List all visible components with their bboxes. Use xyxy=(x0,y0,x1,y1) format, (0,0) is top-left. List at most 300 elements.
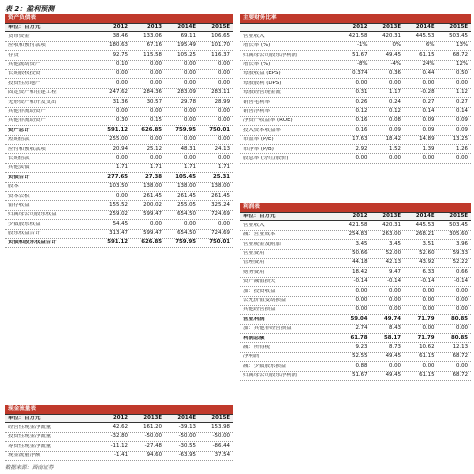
row-label: 每股股利 (DPS) xyxy=(243,80,282,86)
table-cell: 0.00 xyxy=(422,362,435,369)
column-header: 2014E xyxy=(415,23,435,30)
table-cell: 25.31 xyxy=(212,173,230,180)
table-cell: -50.00 xyxy=(178,433,196,440)
table-cell: 0.00 xyxy=(217,61,230,68)
table-row xyxy=(240,42,471,51)
panel-header: 现金流量表 xyxy=(5,405,233,414)
table-cell: 24.13 xyxy=(214,145,230,152)
table-cell: 0.00 xyxy=(422,325,435,332)
row-label: 减：所得税 xyxy=(243,344,270,350)
table-cell: 3.45 xyxy=(355,240,368,247)
column-header: 2015E xyxy=(449,23,468,30)
table-cell: 654.50 xyxy=(177,230,196,237)
table-row xyxy=(5,136,233,145)
table-cell: 49.45 xyxy=(385,51,401,58)
table-row xyxy=(5,51,233,60)
row-label: 利润总额 xyxy=(243,335,265,341)
table-row xyxy=(5,154,233,163)
column-header: 2012 xyxy=(112,414,128,421)
table-cell: -8% xyxy=(357,61,368,68)
table-cell: 261.45 xyxy=(211,192,230,199)
table-cell: 0.00 xyxy=(422,79,435,86)
table-cell: 0.00 xyxy=(183,70,196,77)
table-cell: 0.00 xyxy=(455,297,468,303)
table-cell: 42.13 xyxy=(385,259,401,266)
table-cell: 103.50 xyxy=(109,183,128,190)
table-cell: -0.14 xyxy=(454,278,468,285)
row-label: 市净率 (P/B) xyxy=(243,146,274,152)
column-header-row xyxy=(5,414,233,423)
column-header: 2012 xyxy=(352,23,368,30)
table-cell: 263.00 xyxy=(382,231,401,238)
table-cell: 0.00 xyxy=(355,306,368,313)
table-cell: 599.47 xyxy=(143,211,162,218)
table-cell: 30.57 xyxy=(146,98,162,105)
table-row xyxy=(5,239,233,248)
table-cell: 61.15 xyxy=(419,353,435,360)
table-cell: 0.00 xyxy=(217,117,230,124)
table-cell: 0.44 xyxy=(422,70,435,77)
table-cell: 17.63 xyxy=(352,136,368,143)
column-header: 2013E xyxy=(143,414,162,421)
table-cell: 284.36 xyxy=(143,89,162,96)
table-cell: 0.27 xyxy=(422,98,435,105)
table-cell: 0.09 xyxy=(455,117,468,124)
table-cell: 37.54 xyxy=(214,452,230,459)
balance-sheet-panel xyxy=(5,14,233,248)
table-cell: 0.16 xyxy=(355,126,368,133)
table-cell: 42.62 xyxy=(112,423,128,430)
table-cell: 155.52 xyxy=(109,201,128,208)
table-cell: 54.45 xyxy=(112,220,128,227)
table-cell: 58.17 xyxy=(383,334,401,341)
table-cell: 2.92 xyxy=(355,145,368,152)
cashflow-panel xyxy=(5,405,233,461)
table-cell: 0.00 xyxy=(115,154,128,161)
table-cell: 0.00 xyxy=(183,136,196,143)
table-cell: 38.46 xyxy=(112,32,128,39)
table-cell: 1.71 xyxy=(217,164,230,171)
row-label: 每股经营现金流 xyxy=(243,90,281,96)
row-label: 其他负债 xyxy=(8,165,30,171)
row-label: 固定资产和在建工程 xyxy=(8,90,57,96)
table-cell: 71.79 xyxy=(417,315,435,322)
table-cell: 101.70 xyxy=(211,42,230,49)
row-label: 筹资性现金净流量 xyxy=(8,443,52,449)
table-row xyxy=(240,98,471,107)
table-cell: 759.95 xyxy=(175,126,196,133)
table-cell: 0.24 xyxy=(388,98,401,105)
table-cell: 18.42 xyxy=(352,268,368,275)
table-cell: 0.00 xyxy=(183,79,196,86)
table-cell: 25.12 xyxy=(146,145,162,152)
table-row xyxy=(5,164,233,173)
table-row xyxy=(240,306,471,315)
table-cell: 180.63 xyxy=(109,42,128,49)
table-row xyxy=(5,126,233,135)
table-row xyxy=(5,433,233,442)
table-cell: 750.01 xyxy=(209,239,230,246)
table-cell: 0.00 xyxy=(183,154,196,161)
table-row xyxy=(240,32,471,41)
table-cell: 1.71 xyxy=(149,164,162,171)
table-row xyxy=(5,211,233,220)
row-label: 其他经营损益 xyxy=(243,307,276,313)
row-label: 其他流动资产 xyxy=(8,62,41,68)
table-row xyxy=(5,423,233,432)
column-header: 2013E xyxy=(382,212,401,219)
table-cell: 1.52 xyxy=(388,145,401,152)
row-label: 投资性房地产 xyxy=(8,80,41,86)
column-header: 2012 xyxy=(352,212,368,219)
row-label: 股息率 (分红/股价) xyxy=(243,155,289,161)
table-cell: 0.00 xyxy=(149,108,162,114)
row-label: 归属母公司股东净利润 xyxy=(243,373,297,379)
table-row xyxy=(5,183,233,192)
table-cell: -39.13 xyxy=(178,423,196,430)
table-cell: 0.00 xyxy=(455,362,468,369)
table-cell: 599.47 xyxy=(143,230,162,237)
table-cell: 12% xyxy=(456,61,468,68)
row-label: 增长率 (%) xyxy=(243,62,271,68)
panel-header: 资产负债表 xyxy=(5,14,233,23)
table-cell: 421.58 xyxy=(348,221,368,228)
row-label: 资本公积 xyxy=(8,193,30,199)
table-row xyxy=(240,362,471,371)
row-label: 投资性现金净流量 xyxy=(8,434,52,440)
ratios-panel xyxy=(240,14,471,164)
table-row xyxy=(5,452,233,461)
table-cell: 8.73 xyxy=(388,343,401,350)
table-cell: 138.00 xyxy=(143,183,162,190)
table-row xyxy=(240,231,471,240)
table-cell: -4% xyxy=(390,61,401,68)
table-cell: 259.02 xyxy=(109,211,128,218)
table-cell: 0.09 xyxy=(388,126,401,133)
table-row xyxy=(5,79,233,88)
table-cell: 724.69 xyxy=(211,230,230,237)
table-row xyxy=(240,154,471,163)
table-cell: 200.02 xyxy=(143,201,162,208)
table-cell: 0.00 xyxy=(115,108,128,114)
table-cell: 105.45 xyxy=(175,173,196,180)
table-cell: 0.00 xyxy=(422,287,435,294)
table-cell: 1.39 xyxy=(422,145,435,152)
table-cell: 18.42 xyxy=(385,136,401,143)
table-cell: 52.22 xyxy=(452,259,468,266)
table-cell: 1.12 xyxy=(455,89,468,96)
table-row xyxy=(5,173,233,182)
table-cell: 24% xyxy=(422,61,435,68)
table-cell: 255.05 xyxy=(177,201,196,208)
row-label: 归属母公司股东净利润 xyxy=(243,52,297,58)
table-cell: 12.13 xyxy=(452,343,468,350)
table-cell: 61.15 xyxy=(419,372,435,379)
table-cell: 0.00 xyxy=(217,154,230,161)
table-cell: 503.45 xyxy=(449,32,468,39)
table-cell: 283.11 xyxy=(211,89,230,96)
table-cell: 61.15 xyxy=(419,51,435,58)
table-cell: 0.374 xyxy=(352,70,368,77)
table-cell: -1% xyxy=(357,42,368,49)
table-row xyxy=(240,259,471,268)
table-cell: 14.89 xyxy=(419,136,435,143)
row-label: 其他非流动资产 xyxy=(8,109,46,114)
row-label: 留存收益 xyxy=(8,202,30,208)
table-cell: 68.72 xyxy=(452,51,468,58)
row-label: 长期借款 xyxy=(8,155,30,161)
table-cell: 0.31 xyxy=(355,89,368,96)
table-cell: 0.00 xyxy=(149,154,162,161)
row-label: 财务费用 xyxy=(243,269,265,275)
table-cell: 0.36 xyxy=(388,70,401,77)
table-cell: 0.27 xyxy=(455,98,468,105)
table-cell: 0.00 xyxy=(355,297,368,303)
table-cell: 0.00 xyxy=(388,297,401,303)
table-cell: 0.00 xyxy=(217,136,230,143)
table-row xyxy=(240,136,471,145)
row-label: 存货 xyxy=(8,52,19,58)
table-row xyxy=(240,240,471,249)
row-label: 投入资本收益率 xyxy=(243,127,281,133)
table-cell: 69.11 xyxy=(180,32,196,39)
table-cell: 8.43 xyxy=(388,325,401,332)
row-label: 经营性现金净流量 xyxy=(8,424,52,430)
table-cell: 9.23 xyxy=(355,343,368,350)
table-cell: 591.12 xyxy=(107,239,128,246)
row-label: 货币资金 xyxy=(8,33,30,39)
table-cell: 626.85 xyxy=(141,239,162,246)
table-cell: -0.14 xyxy=(353,278,368,285)
row-label: 营业费用 xyxy=(243,251,265,257)
table-row xyxy=(5,61,233,70)
row-label: 短期借款 xyxy=(8,137,30,143)
table-row xyxy=(240,221,471,230)
row-label: 资产总计 xyxy=(8,127,30,133)
table-cell: -30.55 xyxy=(178,442,196,449)
table-cell: 0.66 xyxy=(455,268,468,275)
column-header: 2014E xyxy=(177,23,196,30)
table-cell: 0.00 xyxy=(455,287,468,294)
table-cell: 0.00 xyxy=(388,306,401,313)
row-label: 净利润 xyxy=(243,354,260,360)
row-label: 市盈率 (P/E) xyxy=(243,137,274,143)
table-cell: 254.83 xyxy=(348,231,368,238)
table-cell: 80.85 xyxy=(450,334,468,341)
row-label: 加：投资收益 xyxy=(243,288,276,294)
table-cell: 0.00 xyxy=(149,220,162,227)
table-cell: -0.14 xyxy=(420,278,435,285)
table-cell: 0.00 xyxy=(217,70,230,77)
table-cell: -86.44 xyxy=(212,442,230,449)
table-row xyxy=(240,268,471,277)
table-row xyxy=(240,51,471,60)
row-label: 营业利润 xyxy=(243,316,265,322)
row-label: 归属母公司股东权益 xyxy=(8,212,57,218)
table-cell: 0.00 xyxy=(455,325,468,332)
table-row xyxy=(5,98,233,107)
table-cell: 420.31 xyxy=(382,32,401,39)
table-row xyxy=(240,108,471,117)
table-row xyxy=(5,42,233,51)
table-cell: 92.75 xyxy=(112,51,128,58)
table-cell: 0.12 xyxy=(355,108,368,114)
row-label: 股东权益合计 xyxy=(8,231,41,237)
table-row xyxy=(240,372,471,381)
column-header: 单位：百万元 xyxy=(243,213,276,219)
table-cell: 724.69 xyxy=(211,211,230,218)
table-cell: 20.94 xyxy=(112,145,128,152)
table-cell: 1.71 xyxy=(183,164,196,171)
table-cell: 52.55 xyxy=(352,353,368,360)
table-cell: 6.33 xyxy=(422,268,435,275)
table-cell: 0.00 xyxy=(115,70,128,77)
table-row xyxy=(5,230,233,239)
row-label: 应付和预收款项 xyxy=(8,146,46,152)
table-cell: 106.65 xyxy=(211,32,230,39)
table-row xyxy=(5,117,233,126)
column-header-row xyxy=(5,23,233,32)
table-cell: 0.26 xyxy=(355,98,368,105)
table-cell: 0.14 xyxy=(455,108,468,114)
table-cell: 0.09 xyxy=(455,126,468,133)
table-cell: 0.00 xyxy=(388,287,401,294)
table-row xyxy=(5,70,233,79)
row-label: 公允价值变动损益 xyxy=(243,298,287,303)
row-label: 股本 xyxy=(8,184,19,190)
table-row xyxy=(240,315,471,324)
row-label: 其他非流动资产 xyxy=(8,118,46,124)
row-label: 管理费用 xyxy=(243,260,265,266)
column-header: 单位：百万元 xyxy=(8,24,41,30)
table-cell: 261.45 xyxy=(143,192,162,199)
table-row xyxy=(5,145,233,154)
table-cell: 0.00 xyxy=(149,61,162,68)
table-cell: 0.00 xyxy=(149,79,162,86)
row-label: 营业收入 xyxy=(243,33,265,39)
table-cell: 2.74 xyxy=(355,325,368,332)
table-cell: 0.00 xyxy=(355,287,368,294)
table-cell: 0.00 xyxy=(355,154,368,161)
table-cell: 277.65 xyxy=(107,173,128,180)
table-row xyxy=(240,70,471,79)
table-cell: 0.00 xyxy=(422,297,435,303)
column-header: 2012 xyxy=(112,23,128,30)
table-cell: 0.00 xyxy=(149,136,162,143)
table-cell: 195.49 xyxy=(177,42,196,49)
table-cell: 94.60 xyxy=(146,452,162,459)
table-cell: 51.67 xyxy=(352,372,368,379)
table-cell: 61.78 xyxy=(350,334,368,341)
table-cell: 0.00 xyxy=(388,154,401,161)
row-label: 负债和股东权益合计 xyxy=(8,240,57,246)
table-cell: 313.47 xyxy=(109,230,128,237)
table-cell: 48.31 xyxy=(180,145,196,152)
table-cell: 283.09 xyxy=(177,89,196,96)
table-row xyxy=(240,250,471,259)
table-cell: 52.60 xyxy=(419,250,435,257)
row-label: 少数股东权益 xyxy=(8,221,41,227)
table-cell: 0.00 xyxy=(115,79,128,86)
column-header: 2013E xyxy=(382,23,401,30)
row-label: 资产减值损失 xyxy=(243,279,276,285)
table-cell: -50.00 xyxy=(144,433,162,440)
table-cell: 0.09 xyxy=(422,126,435,133)
table-cell: 3.96 xyxy=(455,240,468,247)
table-cell: 44.18 xyxy=(352,259,368,266)
data-source-note: 数据来源：西南证券 xyxy=(5,465,54,471)
panel-header: 主要财务比率 xyxy=(240,14,471,23)
table-row xyxy=(240,126,471,135)
table-cell: 6% xyxy=(425,42,435,49)
table-cell: 0.50 xyxy=(455,70,468,77)
column-header: 2014E xyxy=(415,212,435,219)
table-cell: 0.00 xyxy=(183,220,196,227)
table-cell: 28.99 xyxy=(214,98,230,105)
column-header: 2014E xyxy=(177,414,196,421)
table-cell: 51.67 xyxy=(352,51,368,58)
table-row xyxy=(240,325,471,334)
table-cell: 0.00 xyxy=(217,220,230,227)
table-cell: -50.00 xyxy=(212,433,230,440)
row-label: 净资产收益率 (ROE) xyxy=(243,118,293,124)
row-label: 减：少数股东损益 xyxy=(243,363,287,369)
table-cell: 31.36 xyxy=(112,98,128,105)
table-cell: 0.12 xyxy=(388,108,401,114)
table-cell: 71.79 xyxy=(417,334,435,341)
column-header: 2015E xyxy=(211,23,230,30)
table-row xyxy=(240,287,471,296)
table-cell: 0.08 xyxy=(388,117,401,124)
table-cell: 50.66 xyxy=(352,250,368,257)
table-cell: 445.53 xyxy=(415,32,435,39)
table-cell: 59.33 xyxy=(452,250,468,257)
table-cell: 0.00 xyxy=(455,306,468,313)
table-cell: 421.58 xyxy=(348,32,368,39)
table-cell: 10.62 xyxy=(419,343,435,350)
table-cell: 0.16 xyxy=(355,117,368,124)
table-cell: 116.37 xyxy=(211,51,230,58)
table-cell: 654.50 xyxy=(177,211,196,218)
table-row xyxy=(5,32,233,41)
table-row xyxy=(240,89,471,98)
report-title: 表 2：盈利预测 xyxy=(5,5,55,13)
table-cell: 153.98 xyxy=(211,423,230,430)
table-cell: 0.00 xyxy=(115,192,128,199)
table-cell: 0.00 xyxy=(388,362,401,369)
table-cell: 3.45 xyxy=(388,240,401,247)
table-cell: 13.25 xyxy=(452,136,468,143)
table-cell: 0.00 xyxy=(183,117,196,124)
table-cell: 1.71 xyxy=(115,164,128,171)
table-row xyxy=(240,145,471,154)
table-cell: -27.48 xyxy=(144,442,162,449)
table-cell: 9.47 xyxy=(388,268,401,275)
table-row xyxy=(240,79,471,88)
row-label: 加：其他非经营损益 xyxy=(243,326,292,332)
table-cell: 0.00 xyxy=(422,306,435,313)
row-label: 增长率 (%) xyxy=(243,43,271,49)
table-cell: 105.25 xyxy=(177,51,196,58)
column-header: 2015E xyxy=(449,212,468,219)
table-cell: 3.51 xyxy=(422,240,435,247)
table-cell: -63.95 xyxy=(178,452,196,459)
table-cell: 59.04 xyxy=(350,315,368,322)
column-header-row xyxy=(240,23,471,32)
table-cell: 67.16 xyxy=(146,42,162,49)
table-cell: -11.12 xyxy=(110,442,128,449)
row-label: 无形资产和开发支出 xyxy=(8,99,57,105)
